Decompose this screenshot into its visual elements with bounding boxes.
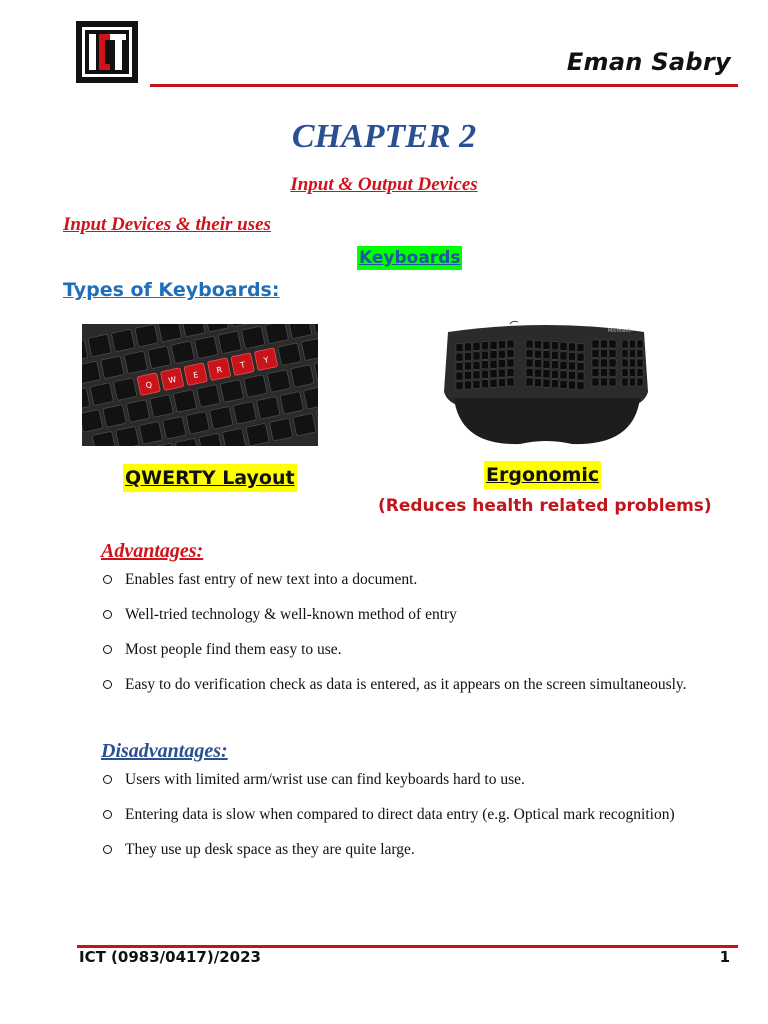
section-heading: Input Devices & their uses [63, 214, 271, 235]
list-item: Users with limited arm/wrist use can find keyboards hard to use. [103, 762, 728, 797]
key-label: W [167, 374, 178, 386]
topic-label: Keyboards [359, 248, 461, 268]
qwerty-caption: QWERTY Layout [123, 464, 297, 492]
list-item: Well-tried technology & well-known method of entry [103, 597, 728, 632]
svg-text:Microsoft: Microsoft [608, 328, 631, 334]
footer-code: ICT (0983/0417)/2023 [79, 948, 261, 966]
key-label: E [192, 370, 200, 381]
chapter-title: CHAPTER 2 [291, 118, 477, 155]
disadvantages-heading: Disadvantages: [101, 740, 228, 762]
qwerty-keyboard-image [82, 324, 318, 446]
key-label: Q [144, 380, 153, 391]
key-label: Y [262, 355, 270, 366]
page-number: 1 [719, 948, 730, 966]
advantages-list [103, 562, 728, 702]
list-item: Easy to do verification check as data is entered, as it appears on the screen simultaneously. [103, 667, 728, 702]
ergonomic-note: (Reduces health related problems) [378, 496, 712, 516]
list-item: Entering data is slow when compared to direct data entry (e.g. Optical mark recognition) [103, 797, 728, 832]
key-label: R [215, 365, 223, 376]
disadvantages-list [103, 762, 728, 867]
ergonomic-keyboard-image [440, 320, 652, 450]
key-label: T [239, 360, 247, 371]
types-heading: Types of Keyboards: [63, 279, 280, 301]
advantages-heading: Advantages: [101, 540, 204, 562]
ergonomic-caption: Ergonomic [484, 461, 601, 489]
header-divider [150, 84, 738, 87]
list-item: Most people find them easy to use. [103, 632, 728, 667]
ict-logo [76, 21, 138, 83]
list-item: Enables fast entry of new text into a document. [103, 562, 728, 597]
author-name: Eman Sabry [566, 48, 731, 76]
chapter-subtitle: Input & Output Devices [290, 174, 478, 195]
list-item: They use up desk space as they are quite large. [103, 832, 728, 867]
